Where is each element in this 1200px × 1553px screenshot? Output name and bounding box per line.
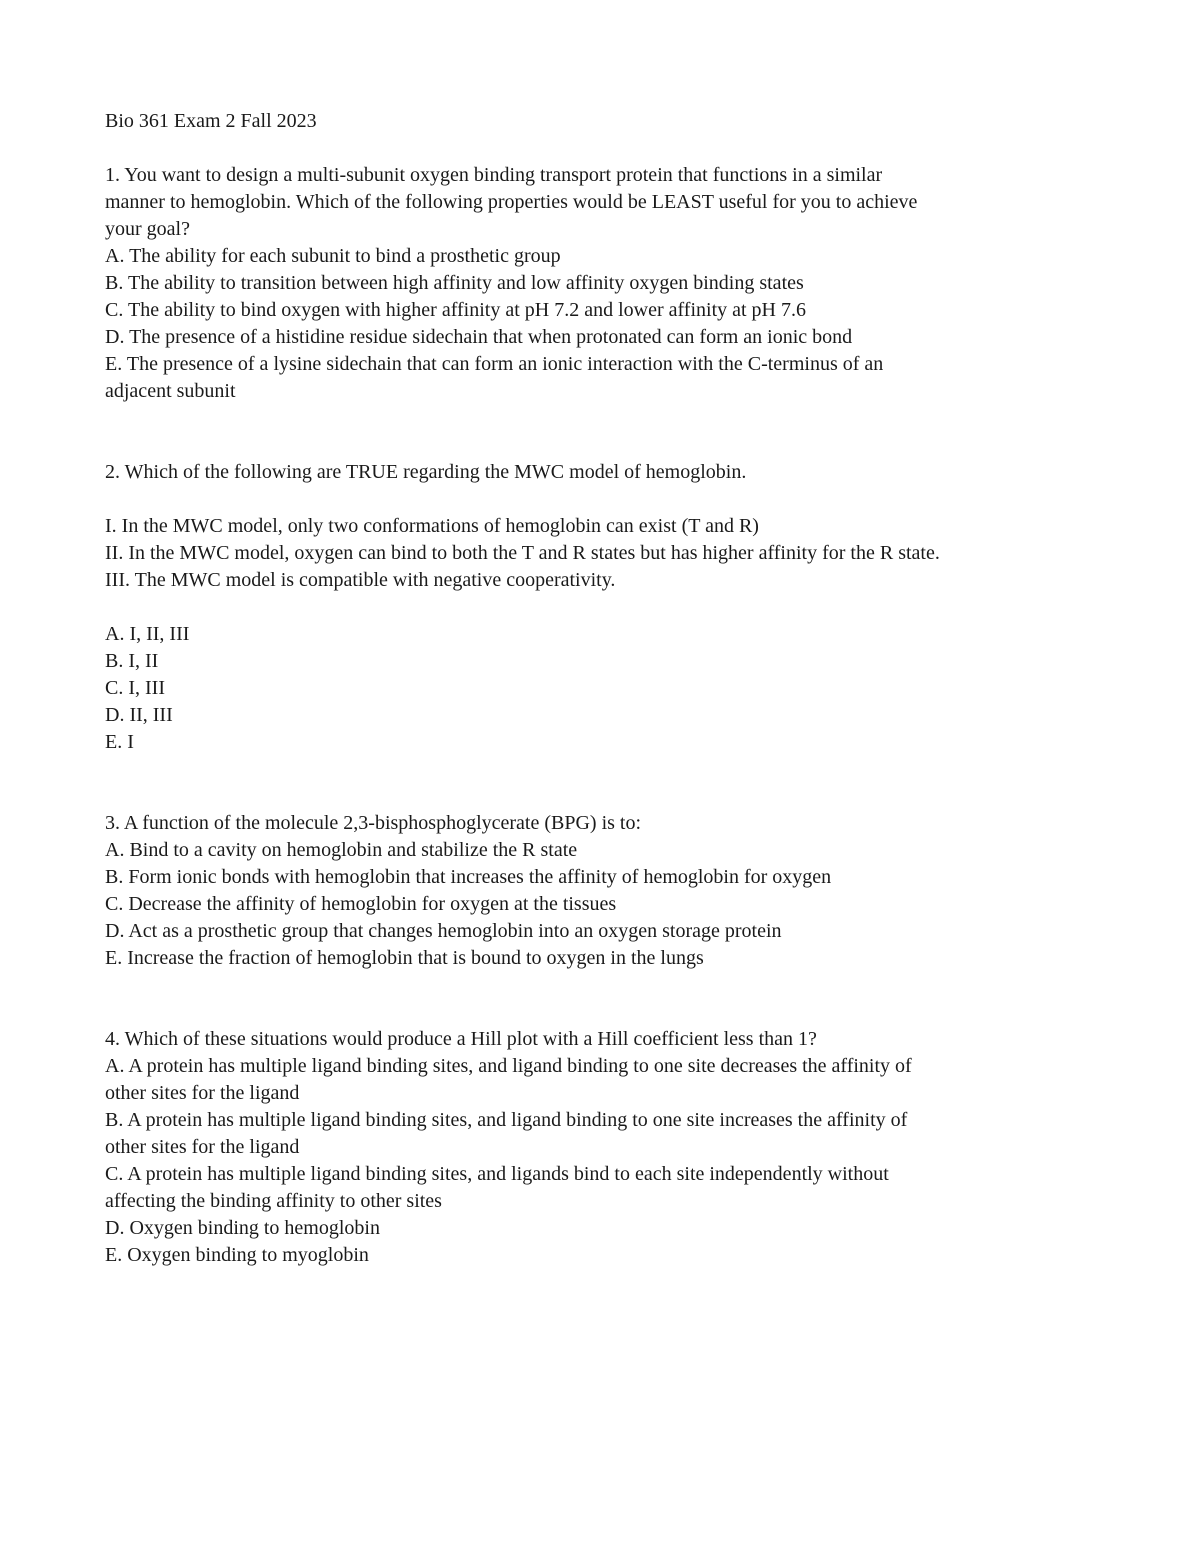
question-1-option-b: B. The ability to transition between high affinity and low affinity oxygen binding states: [105, 272, 804, 294]
question-4-option-c: C. A protein has multiple ligand binding sites, and ligands bind to each site independently without: [105, 1163, 889, 1185]
question-3-option-e: E. Increase the fraction of hemoglobin that is bound to oxygen in the lungs: [105, 947, 704, 969]
question-3-option-c: C. Decrease the affinity of hemoglobin for oxygen at the tissues: [105, 893, 617, 915]
question-4: [105, 1026, 1105, 1269]
statement-iii: III. The MWC model is compatible with negative cooperativity.: [105, 569, 616, 591]
question-2-option-e: E. I: [105, 731, 134, 753]
question-1: [105, 162, 1105, 405]
exam-page: [105, 108, 1105, 1269]
question-1-option-e: E. The presence of a lysine sidechain that can form an ionic interaction with the C-terminus of an: [105, 353, 884, 375]
statement-ii: II. In the MWC model, oxygen can bind to both the T and R states but has higher affinity for the R state.: [105, 542, 940, 564]
question-2-option-c: C. I, III: [105, 677, 165, 699]
page-title: Bio 361 Exam 2 Fall 2023: [105, 110, 317, 132]
question-3-option-b: B. Form ionic bonds with hemoglobin that increases the affinity of hemoglobin for oxygen: [105, 866, 832, 888]
question-1-stem-line: 1. You want to design a multi-subunit oxygen binding transport protein that functions in a similar: [105, 164, 883, 186]
question-4-stem: 4. Which of these situations would produce a Hill plot with a Hill coefficient less than 1?: [105, 1028, 817, 1050]
question-2: [105, 459, 1105, 756]
question-3-option-a: A. Bind to a cavity on hemoglobin and stabilize the R state: [105, 839, 578, 861]
question-4-option-c-cont: affecting the binding affinity to other sites: [105, 1190, 442, 1212]
question-4-option-e: E. Oxygen binding to myoglobin: [105, 1244, 369, 1266]
question-1-option-e-cont: adjacent subunit: [105, 380, 236, 402]
question-4-option-b: B. A protein has multiple ligand binding sites, and ligand binding to one site increases the affinity of: [105, 1109, 908, 1131]
question-4-option-b-cont: other sites for the ligand: [105, 1136, 300, 1158]
question-2-option-b: B. I, II: [105, 650, 159, 672]
question-1-option-a: A. The ability for each subunit to bind a prosthetic group: [105, 245, 561, 267]
question-4-option-a-cont: other sites for the ligand: [105, 1082, 300, 1104]
question-1-stem-line: manner to hemoglobin. Which of the following properties would be LEAST useful for you to achieve: [105, 191, 918, 213]
question-2-stem: 2. Which of the following are TRUE regarding the MWC model of hemoglobin.: [105, 461, 747, 483]
question-1-stem-line: your goal?: [105, 218, 190, 240]
question-1-option-c: C. The ability to bind oxygen with higher affinity at pH 7.2 and lower affinity at pH 7.6: [105, 299, 806, 321]
question-3: [105, 810, 1105, 972]
question-4-option-a: A. A protein has multiple ligand binding sites, and ligand binding to one site decreases the affinity of: [105, 1055, 912, 1077]
statement-i: I. In the MWC model, only two conformations of hemoglobin can exist (T and R): [105, 515, 759, 537]
question-2-option-a: A. I, II, III: [105, 623, 190, 645]
question-3-option-d: D. Act as a prosthetic group that changes hemoglobin into an oxygen storage protein: [105, 920, 782, 942]
question-3-stem: 3. A function of the molecule 2,3-bisphosphoglycerate (BPG) is to:: [105, 812, 642, 834]
question-4-option-d: D. Oxygen binding to hemoglobin: [105, 1217, 380, 1239]
question-2-option-d: D. II, III: [105, 704, 173, 726]
question-2-statements: [105, 513, 1105, 594]
question-1-option-d: D. The presence of a histidine residue sidechain that when protonated can form an ionic bond: [105, 326, 853, 348]
